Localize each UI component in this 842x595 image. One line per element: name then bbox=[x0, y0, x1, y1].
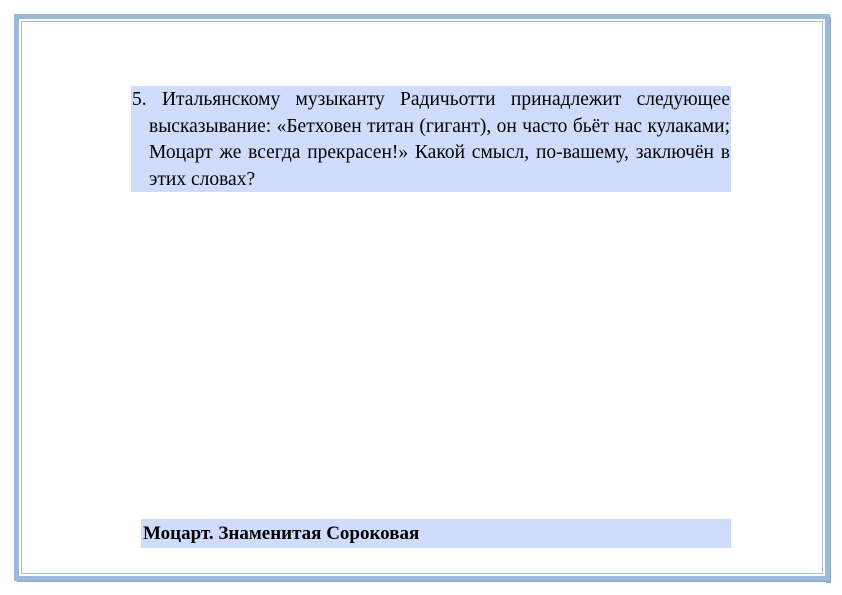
question-text: 5. Итальянскому музыканту Радичьотти принадлежит следующее высказывание: «Бетховен титан (гигант), он часто бьёт нас кулаками; Моцарт же всегда прекрасен!» Какой смысл, по-вашему, заключён в этих словах? bbox=[131, 86, 731, 192]
slide-caption: Моцарт. Знаменитая Сороковая bbox=[141, 519, 731, 548]
